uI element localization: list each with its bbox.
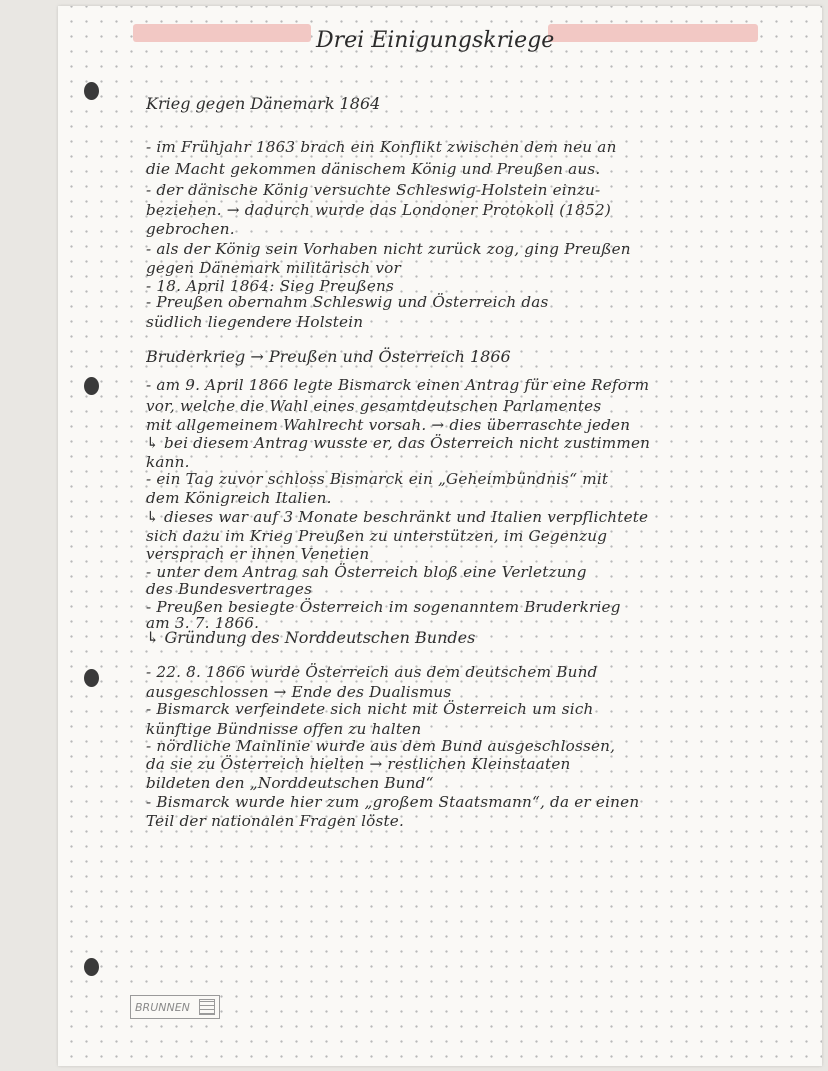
punch-hole-icon bbox=[84, 669, 99, 687]
note-line: - Preußen obernahm Schleswig und Österreich das bbox=[146, 293, 549, 311]
note-line: gebrochen. bbox=[146, 220, 235, 238]
note-line: südlich liegendere Holstein bbox=[146, 313, 364, 331]
note-line: des Bundesvertrages bbox=[146, 580, 313, 598]
note-line: ↳ dieses war auf 3 Monate beschränkt und Italien verpflichtete bbox=[146, 508, 649, 526]
note-line: vor, welche die Wahl eines gesamtdeutschen Parlamentes bbox=[146, 397, 602, 415]
note-line: kann. bbox=[146, 453, 190, 471]
punch-hole-icon bbox=[84, 82, 99, 100]
note-line: künftige Bündnisse offen zu halten bbox=[146, 720, 422, 738]
brunnen-logo bbox=[130, 995, 220, 1019]
note-line: die Macht gekommen dänischem König und Preußen aus. bbox=[146, 160, 601, 178]
note-line: bildeten den „Norddeutschen Bund“ bbox=[146, 774, 434, 792]
note-line: beziehen. → dadurch wurde das Londoner Protokoll (1852) bbox=[146, 201, 611, 219]
note-line: ↳ bei diesem Antrag wusste er, das Österreich nicht zustimmen bbox=[146, 434, 651, 452]
note-line: - der dänische König versuchte Schleswig-Holstein einzu- bbox=[146, 181, 601, 199]
brunnen-logo-icon bbox=[199, 999, 215, 1015]
note-line: - Bismarck wurde hier zum „großem Staatsmann“, da er einen bbox=[146, 793, 640, 811]
page-title: Drei Einigungskriege bbox=[316, 28, 555, 53]
title-highlight-left bbox=[133, 24, 311, 42]
section-heading-norddeutscher-bund: ↳ Gründung des Norddeutschen Bundes bbox=[146, 628, 780, 647]
section-heading-bruderkrieg: Bruderkrieg → Preußen und Österreich 1866 bbox=[146, 347, 780, 366]
note-line: - unter dem Antrag sah Österreich bloß eine Verletzung bbox=[146, 563, 587, 581]
note-line: - Preußen besiegte Österreich im sogenanntem Bruderkrieg bbox=[146, 598, 621, 616]
note-line: - ein Tag zuvor schloss Bismarck ein „Geheimbündnis“ mit bbox=[146, 470, 609, 488]
brand-name: BRUNNEN bbox=[135, 1000, 190, 1014]
note-line: - 18. April 1864: Sieg Preußens bbox=[146, 277, 394, 295]
note-line: sich dazu im Krieg Preußen zu unterstützen, im Gegenzug bbox=[146, 527, 608, 545]
punch-hole-icon bbox=[84, 958, 99, 976]
note-line: gegen Dänemark militärisch vor bbox=[146, 259, 401, 277]
note-line: - nördliche Mainlinie wurde aus dem Bund ausgeschlossen, bbox=[146, 737, 616, 755]
note-line: versprach er ihnen Venetien bbox=[146, 545, 370, 563]
note-line: da sie zu Österreich hielten → restlichen Kleinstaaten bbox=[146, 755, 571, 773]
title-highlight-right bbox=[548, 24, 758, 42]
note-line: - als der König sein Vorhaben nicht zurück zog, ging Preußen bbox=[146, 240, 631, 258]
note-line: - Bismarck verfeindete sich nicht mit Österreich um sich bbox=[146, 700, 594, 718]
note-line: am 3. 7. 1866. bbox=[146, 614, 260, 632]
punch-hole-icon bbox=[84, 377, 99, 395]
note-line: ausgeschlossen → Ende des Dualismus bbox=[146, 683, 452, 701]
note-line: - 22. 8. 1866 wurde Österreich aus dem deutschem Bund bbox=[146, 663, 598, 681]
section-heading-denmark: Krieg gegen Dänemark 1864 bbox=[146, 94, 780, 113]
note-line: - im Frühjahr 1863 brach ein Konflikt zwischen dem neu an bbox=[146, 138, 617, 156]
note-line: dem Königreich Italien. bbox=[146, 489, 332, 507]
note-line: - am 9. April 1866 legte Bismarck einen Antrag für eine Reform bbox=[146, 376, 650, 394]
note-line: Teil der nationalen Fragen löste. bbox=[146, 812, 404, 830]
note-line: mit allgemeinem Wahlrecht vorsah. → dies überraschte jeden bbox=[146, 416, 631, 434]
